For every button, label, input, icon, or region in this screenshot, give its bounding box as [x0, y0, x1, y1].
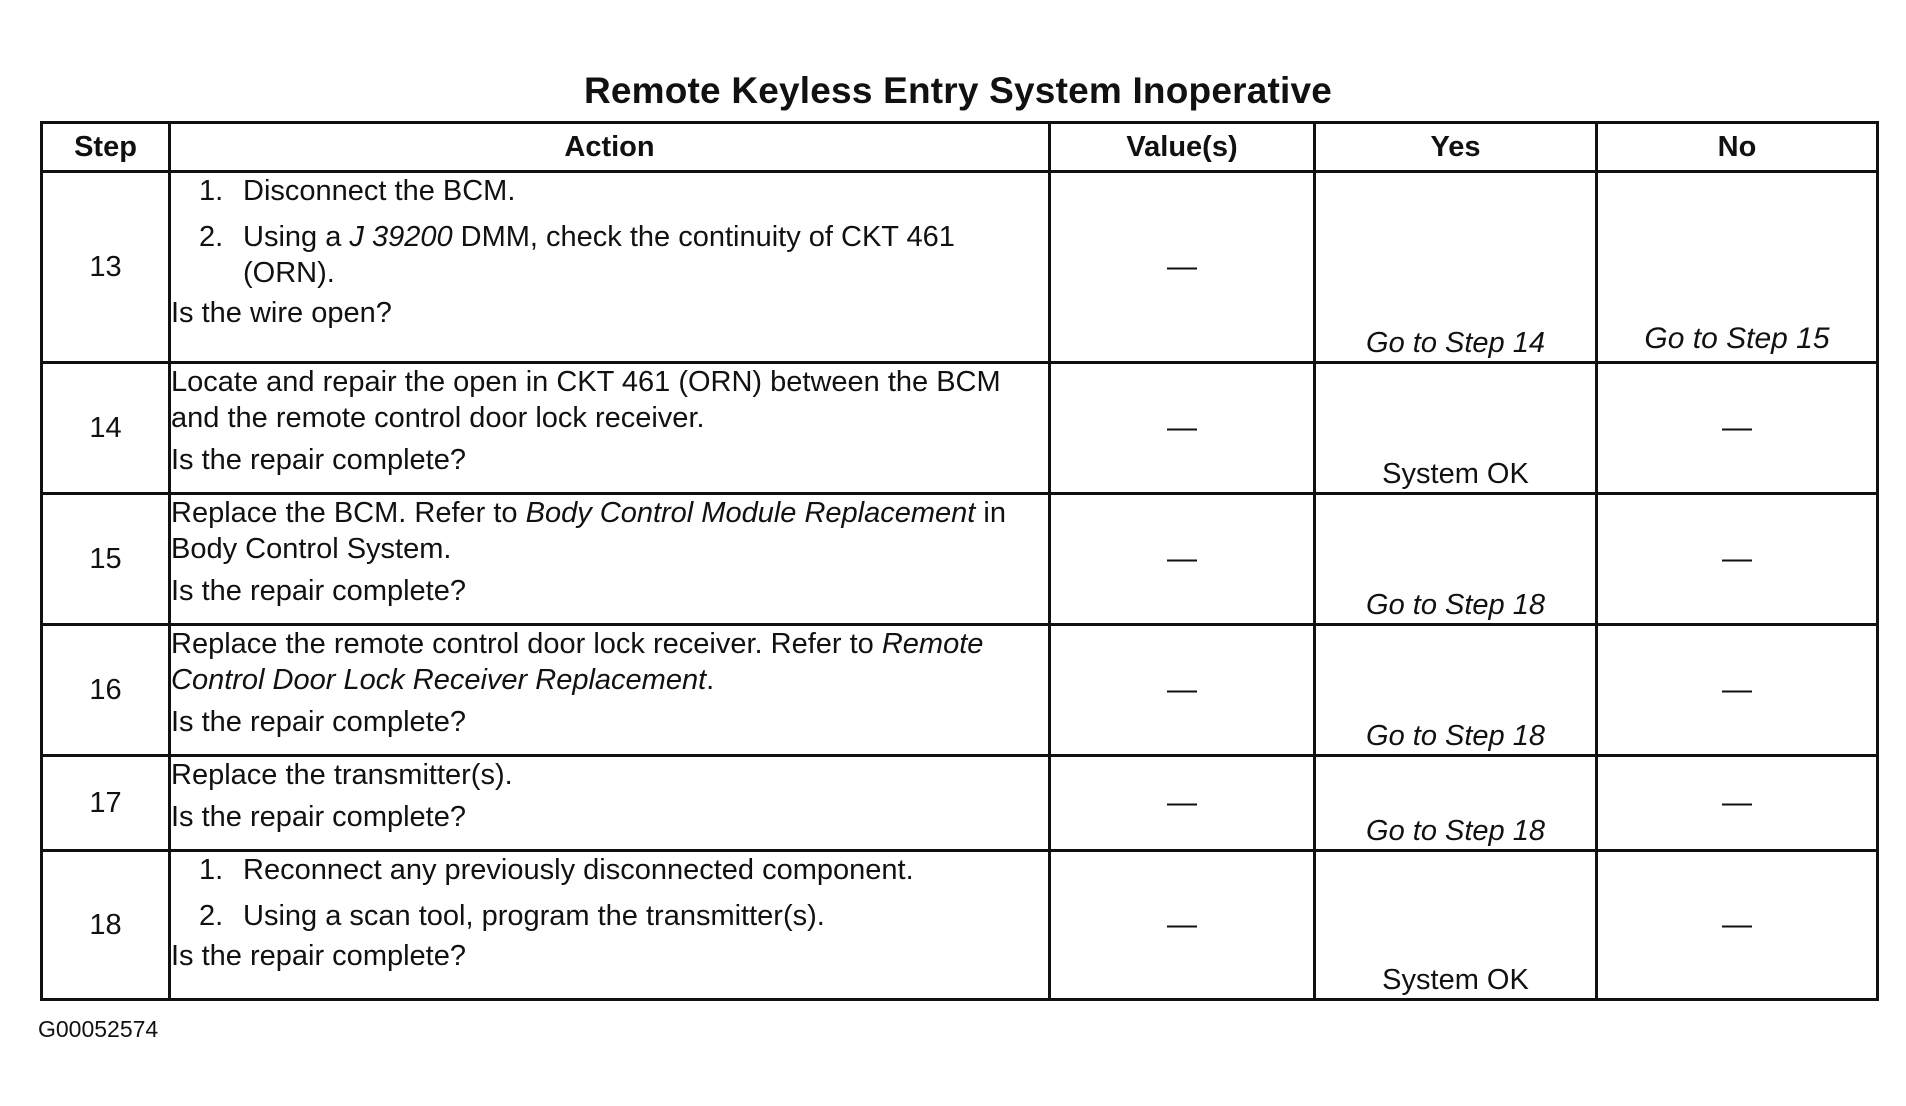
- yes-text: Go to Step 18: [1366, 589, 1545, 621]
- question-text: Is the repair complete?: [171, 575, 466, 607]
- list-number: 1.: [199, 175, 224, 207]
- yes-cell: [1315, 172, 1597, 363]
- action-text: [171, 495, 1048, 567]
- action-text-part: Locate and repair the open in CKT 461 (ORN) between the BCM and the remote control door lock receiver.: [171, 366, 1001, 434]
- list-number: 2.: [199, 900, 224, 932]
- header-values: Value(s): [1050, 123, 1315, 172]
- action-text-part: .: [706, 664, 715, 696]
- yes-cell: [1315, 756, 1597, 851]
- yes-cell: [1315, 494, 1597, 625]
- yes-text: Go to Step 18: [1366, 815, 1545, 847]
- step-number: 15: [42, 494, 170, 625]
- value-cell: —: [1050, 494, 1315, 625]
- yes-cell: [1315, 851, 1597, 1000]
- action-text: [171, 626, 1048, 698]
- yes-text: Go to Step 14: [1366, 327, 1545, 359]
- list-item: [171, 173, 1048, 209]
- header-no: No: [1597, 123, 1878, 172]
- value-cell: —: [1050, 756, 1315, 851]
- step-number: 14: [42, 363, 170, 494]
- question-text: Is the repair complete?: [171, 940, 466, 972]
- list-text: Using a: [243, 221, 350, 253]
- list-text: Reconnect any previously disconnected component.: [243, 854, 914, 886]
- list-text: Using a scan tool, program the transmitter(s).: [243, 900, 825, 932]
- figure-id: G00052574: [38, 1016, 159, 1042]
- reference-title: Remote Control Door Lock Receiver Replacement: [171, 628, 984, 696]
- table-row: [42, 494, 1878, 625]
- header-yes: Yes: [1315, 123, 1597, 172]
- no-text: Go to Step 15: [1644, 322, 1830, 355]
- table-row: [42, 756, 1878, 851]
- action-cell: [170, 851, 1050, 1000]
- no-cell: —: [1597, 756, 1878, 851]
- action-text: [171, 364, 1048, 436]
- header-action: Action: [170, 123, 1050, 172]
- question-text: Is the repair complete?: [171, 706, 466, 738]
- question-text: Is the repair complete?: [171, 444, 466, 476]
- step-number: 16: [42, 625, 170, 756]
- table-row: [42, 625, 1878, 756]
- step-number: 13: [42, 172, 170, 363]
- step-number: 18: [42, 851, 170, 1000]
- reference-title: Body Control Module Replacement: [525, 497, 976, 529]
- list-text: DMM, check the continuity of CKT 461 (ORN).: [243, 221, 955, 289]
- value-cell: —: [1050, 851, 1315, 1000]
- action-list: [171, 852, 1048, 934]
- no-cell: —: [1597, 494, 1878, 625]
- action-text: [171, 757, 1048, 793]
- no-cell: [1597, 172, 1878, 363]
- action-text-part: Replace the transmitter(s).: [171, 759, 513, 791]
- yes-cell: [1315, 363, 1597, 494]
- header-step: Step: [42, 123, 170, 172]
- yes-text: System OK: [1382, 964, 1529, 996]
- value-cell: —: [1050, 172, 1315, 363]
- value-cell: —: [1050, 363, 1315, 494]
- header-row: [42, 123, 1878, 172]
- list-number: 2.: [199, 221, 224, 253]
- table-row: [42, 172, 1878, 363]
- tool-name: J 39200: [349, 221, 453, 253]
- value-cell: —: [1050, 625, 1315, 756]
- diagnostic-table: [40, 121, 1879, 1001]
- list-text: Disconnect the BCM.: [243, 175, 516, 207]
- action-cell: [170, 625, 1050, 756]
- step-number: 17: [42, 756, 170, 851]
- question-text: Is the wire open?: [171, 297, 392, 329]
- table-row: [42, 851, 1878, 1000]
- action-text-part: in Body Control System.: [171, 497, 1006, 565]
- list-number: 1.: [199, 854, 224, 886]
- page-title: Remote Keyless Entry System Inoperative: [583, 70, 1333, 111]
- no-cell: —: [1597, 851, 1878, 1000]
- action-cell: [170, 363, 1050, 494]
- action-cell: [170, 172, 1050, 363]
- no-cell: —: [1597, 363, 1878, 494]
- yes-cell: [1315, 625, 1597, 756]
- action-cell: [170, 756, 1050, 851]
- no-cell: —: [1597, 625, 1878, 756]
- list-item: [171, 852, 1048, 888]
- action-cell: [170, 494, 1050, 625]
- list-item: [171, 898, 1048, 934]
- question-text: Is the repair complete?: [171, 801, 466, 833]
- action-text-part: Replace the BCM. Refer to: [171, 497, 526, 529]
- action-text-part: Replace the remote control door lock receiver. Refer to: [171, 628, 882, 660]
- action-list: [171, 173, 1048, 291]
- list-item: [171, 219, 1048, 291]
- yes-text: Go to Step 18: [1366, 720, 1545, 752]
- yes-text: System OK: [1382, 458, 1529, 490]
- table-row: [42, 363, 1878, 494]
